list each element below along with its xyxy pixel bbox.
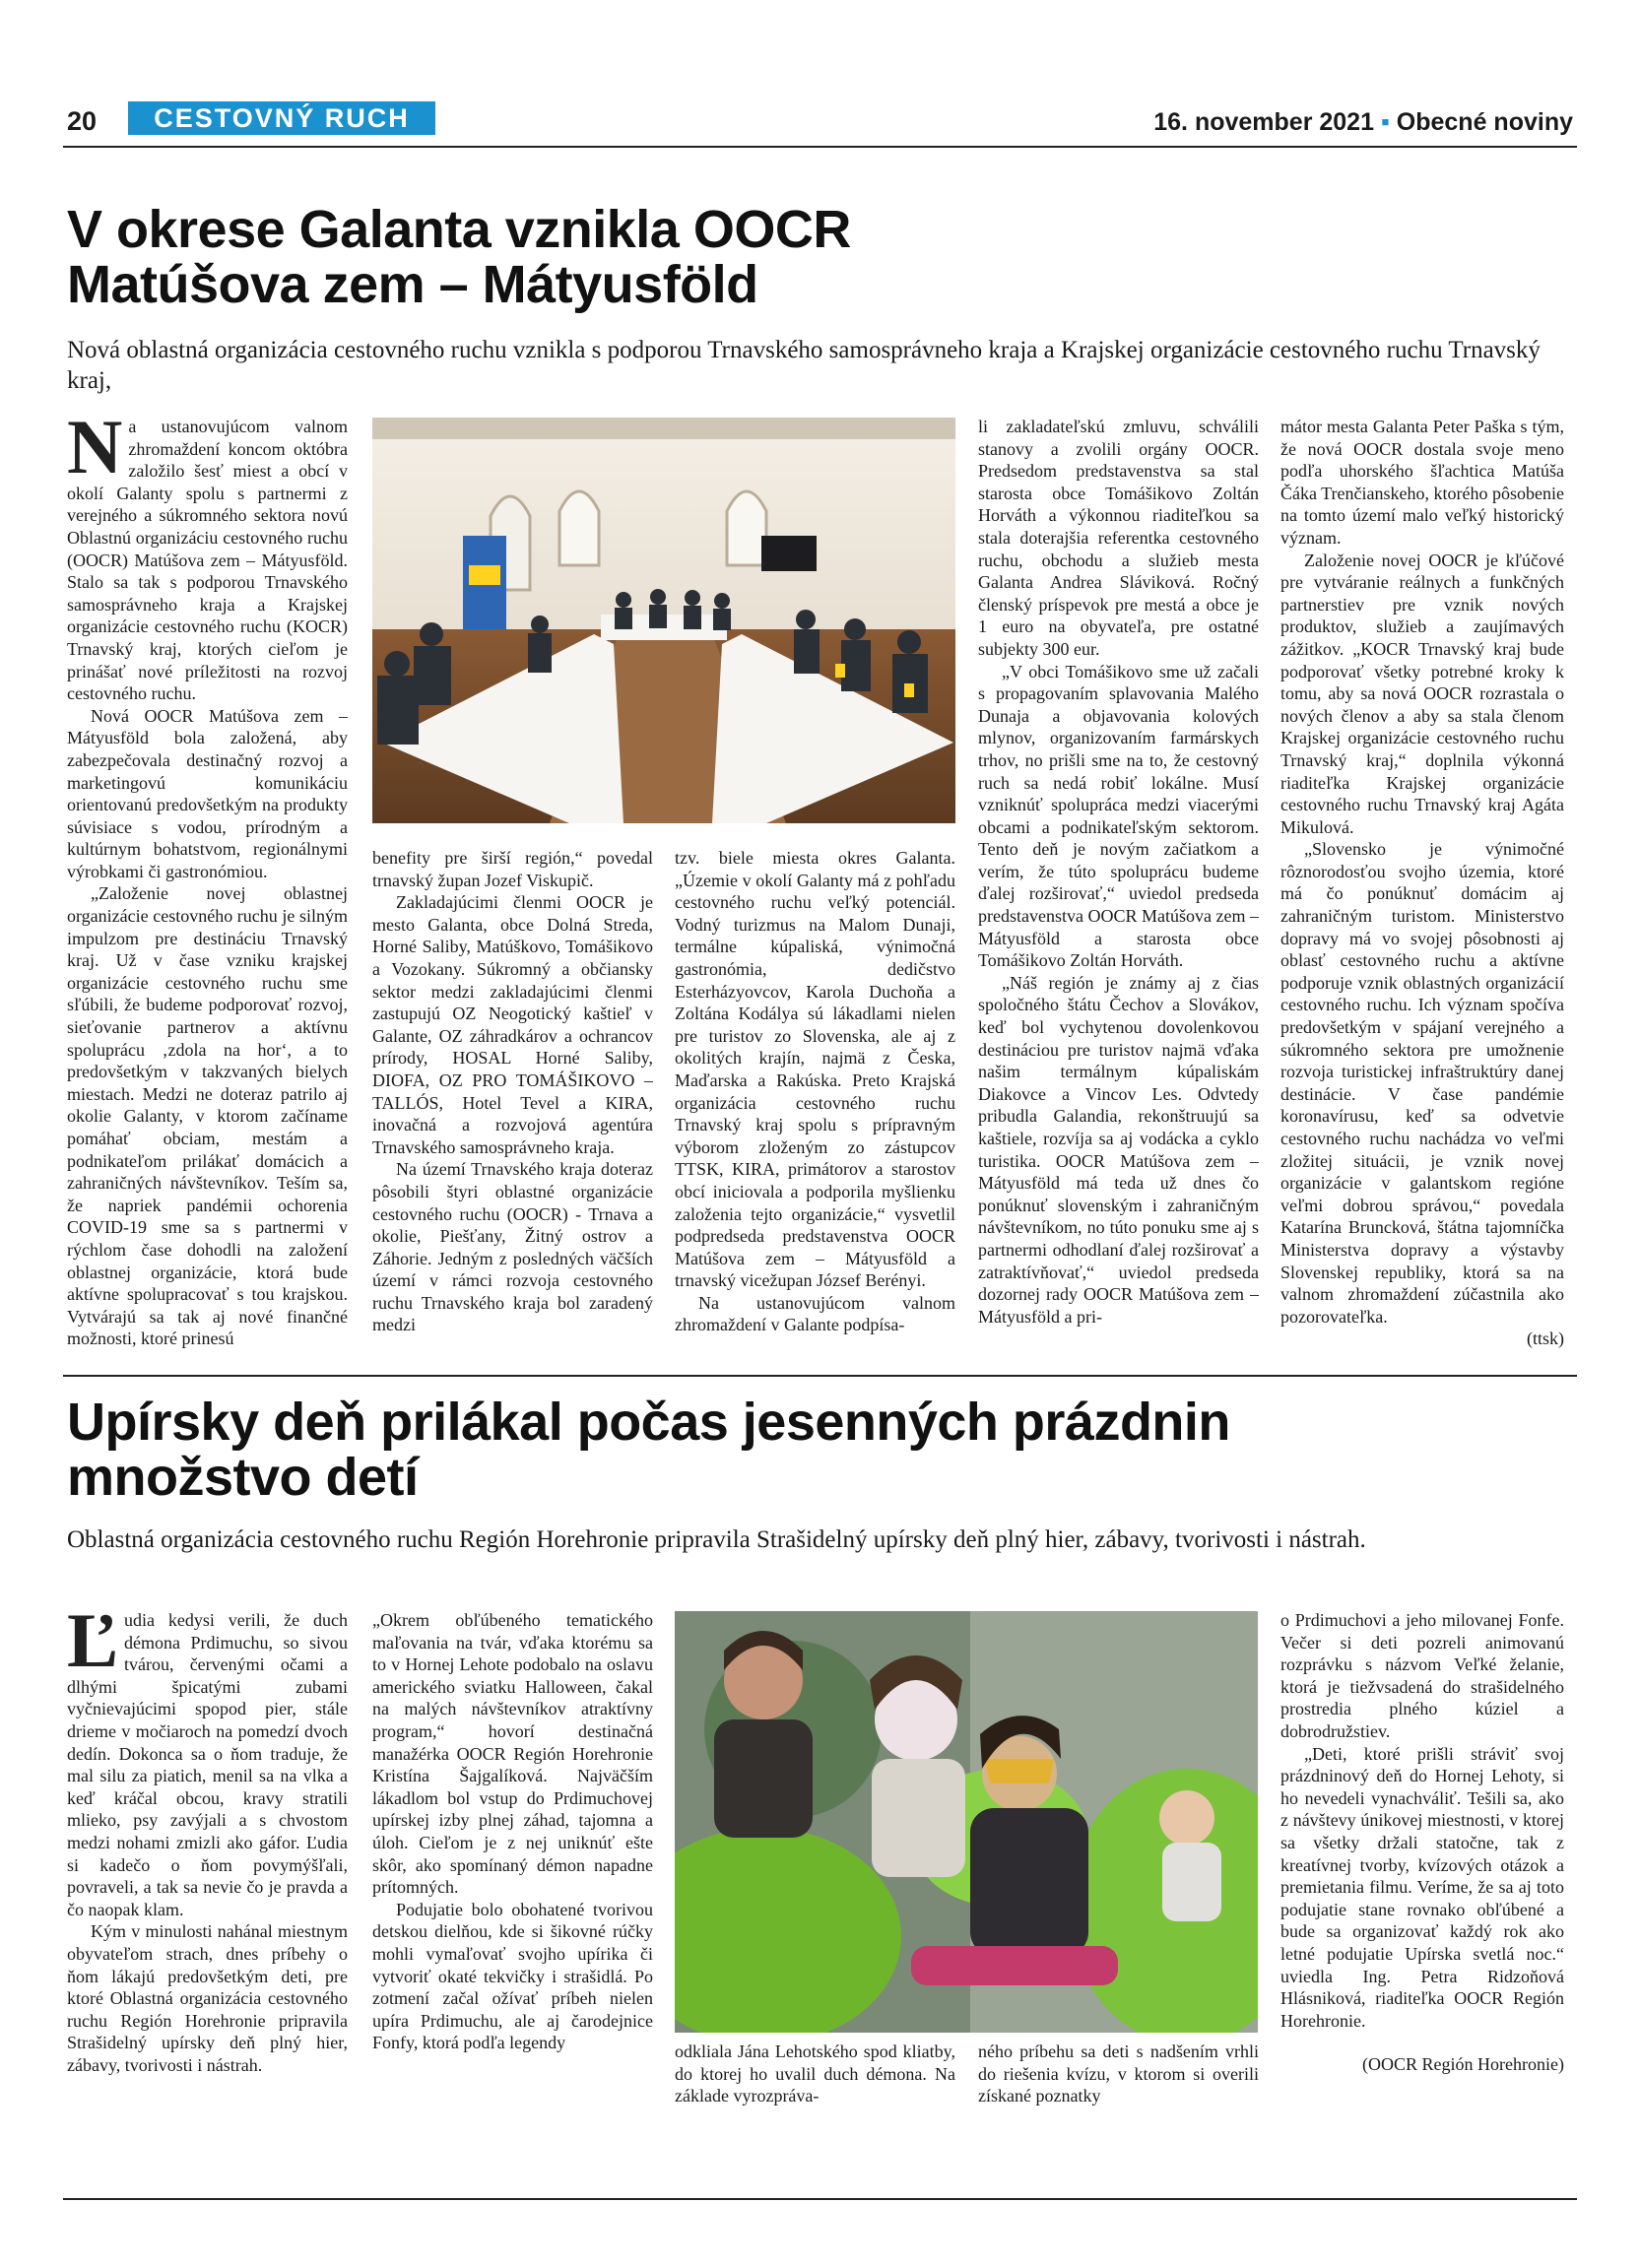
article2-column-1	[67, 1609, 348, 2180]
paragraph: ného príbehu sa deti s nadšením vrhli do riešenia kvízu, v ktorom si overili získané poznatky	[978, 2041, 1259, 2106]
paragraph: o Prdimuchovi a jeho milovanej Fonfe. Večer si deti pozreli animovanú rozprávku s názvom Veľké želanie, ktorá je tiežvsadená do strašidelného prostredia plného kúziel a dobrodružstiev.	[1280, 1610, 1564, 1741]
article2-column-4	[978, 2041, 1259, 2180]
section-label: CESTOVNÝ RUCH	[128, 101, 435, 135]
paragraph: benefity pre širší región,“ povedal trnavský župan Jozef Viskupič.	[372, 848, 653, 890]
article1-lead: Nová oblastná organizácia cestovného ruchu vznikla s podporou Trnavského samosprávneho kraja a Krajskej organizácie cestovného ruchu Trnavský kraj,	[67, 337, 1541, 394]
article2-headline-line1: Upírsky deň prilákal počas jesenných prázdnin	[67, 1393, 1230, 1452]
article2-headline-line2: množstvo detí	[67, 1448, 419, 1507]
footer-rule	[63, 2198, 1577, 2200]
paragraph: Na ustanovujúcom valnom zhromaždení v Galante podpísa-	[675, 1292, 955, 1335]
paragraph: Založenie novej OOCR je kľúčové pre vytváranie reálnych a funkčných partnerstiev pre vznik nových produktov, služieb a zaujímavých zážitkov. „KOCR Trnavský kraj bude podporovať všetky potrebné kroky k tomu, aby sa nová OOCR rozrastala o nových členov a aby sa stala členom Krajskej organizácie cestovného ruchu Trnavský kraj,“ doplnila výkonná riaditeľka Krajskej organizácie cestovného ruchu Trnavský kraj Agáta Mikulová.	[1280, 550, 1564, 837]
paragraph: mátor mesta Galanta Peter Paška s tým, že nová OOCR dostala svoje meno podľa uhorského šľachtica Matúša Čáka Trenčianskeho, ktorého pôsobenie na tomto území malo veľký historický význam.	[1280, 417, 1564, 548]
article2-column-2	[372, 1609, 653, 2180]
paragraph: „Založenie novej oblastnej organizácie cestovného ruchu je silným impulzom pre destináciu Trnavský kraj. Už v čase vzniku krajskej organizácie cestovného ruchu sme sľúbili, že budeme podporovať rozvoj, sieťovanie partnerov a aktívnu spoluprácu ‚zdola na hor‘, a to predovšetkým v takzvaných bielych miestach. Medzi ne doteraz patrilo aj okolie Galanty, v ktorom začíname pomáhať obciam, mestám a podnikateľom prilákať domácich a zahraničných návštevníkov. Teším sa, že napriek pandémii ochorenia COVID-19 sme sa s partnermi v rýchlom čase dohodli na založení oblastnej organizácie, ktorá bude aktívne spolupracovať s tou krajskou. Vytvárajú sa tak aj nové finančné možnosti, ktoré prinesú	[67, 883, 348, 1349]
article1-column-4	[978, 416, 1259, 1361]
paragraph: „Náš región je známy aj z čias spoločného štátu Čechov a Slovákov, keď bol vychytenou dovolenkovou destináciou pre turistov najmä vďaka našim termálnym kúpaliskám Diakovce a Vincov Les. Odvtedy pribudla Galandia, rekonštruujú sa kaštiele, rozvíja sa aj vodácka a cyklo turistika. OOCR Matúšova zem – Mátyusföld má teda už dnes čo ponúknuť slovenským i zahraničným návštevníkom, no túto ponuku sme aj s partnermi odhodlaní ďalej rozširovať a zatraktívňovať,“ uviedol predseda dozornej rady OOCR Matúšova zem – Mátyusföld a pri-	[978, 972, 1259, 1327]
article2-signature: (OOCR Región Horehronie)	[1362, 2054, 1564, 2075]
paragraph: li zakladateľskú zmluvu, schválili stanovy a zvolili orgány OOCR. Predsedom predstavenstva sa stal starosta obce Tomášikovo Zoltán Horváth a výkonnou riaditeľkou sa stala doterajšia referentka cestovného ruchu, obchodu a služieb mesta Galanta Andrea Sláviková. Ročný členský príspevok pre mestá a obce je 1 euro na obyvateľa, pre ostatné subjekty 300 eur.	[978, 417, 1259, 659]
paragraph: Podujatie bolo obohatené tvorivou detskou dielňou, kde si šikovné rúčky mohli vymaľovať svojho upírika či vytvoriť okaté tekvičky i strašidlá. Po zotmení začal ožívať príbeh nielen upíra Prdimuchu, ale aj čarodejnice Fonfy, ktorá podľa legendy	[372, 1899, 653, 2053]
paragraph: „Slovensko je výnimočné rôznorodosťou svojho územia, ktoré má čo ponúknuť domácim aj zahraničným turistom. Ministerstvo dopravy má vo svojej pôsobnosti aj oblasť cestovného ruchu a aktívne podporuje vznik oblastných organizácií cestovného ruchu. Ich význam spočíva predovšetkým v spájaní verejného a súkromného sektora pre umožnenie rozvoja turistickej infraštruktúry danej destinácie. V čase pandémie koronavírusu, keď sa odvetvie cestovného ruchu nachádza vo veľmi zložitej situácii, je vznik novej organizácie v galantskom regióne veľmi dobrou správou,“ povedala Katarína Bruncková, štátna tajomníčka Ministerstva dopravy a výstavby Slovenskej republiky, ktorá sa na valnom zhromaždení zúčastnila ako pozorovateľka.	[1280, 839, 1564, 1327]
article1-column-1	[67, 416, 348, 1361]
header-rule	[63, 146, 1577, 148]
paragraph: odkliala Jána Lehotského spod kliatby, do ktorej ho uvalil duch démona. Na základe vyrozpráva-	[675, 2041, 955, 2106]
article2-column-5	[1280, 1609, 1564, 2180]
kids-photo	[675, 1611, 1258, 2033]
article1-column-5	[1280, 416, 1564, 1361]
article1-headline-line2: Matúšova zem – Mátyusföld	[67, 255, 758, 314]
meeting-photo-image	[372, 418, 955, 823]
paragraph: „Deti, ktoré prišli stráviť svoj prázdninový deň do Hornej Lehoty, si ho nevedeli vynachváliť. Tešili sa, ako z návštevy únikovej miestnosti, v ktorej sa všetky držali statočne, tak z kreatívnej tvorby, kvízových otázok a premietania filmu. Veríme, že sa aj toto podujatie stane rovnako obľúbené a bude sa organizovať každý rok ako letné podujatie Upírska svetlá noc.“ uviedla Ing. Petra Ridzoňová Hlásniková, riaditeľka OOCR Región Horehronie.	[1280, 1743, 1564, 2031]
article1-column-2	[372, 847, 653, 1361]
separator-dot: ▪	[1380, 108, 1390, 136]
article1-headline	[67, 202, 1564, 312]
article2-headline	[67, 1394, 1564, 1505]
paragraph: Kým v minulosti nahánal miestnym obyvateľom strach, dnes príbehy o ňom lákajú predovšetkým deti, pre ktoré Oblastná organizácia cestovného ruchu Región Horehronie pripravila Strašidelný upírsky deň plný hier, zábavy, tvorivosti i nástrah.	[67, 1921, 348, 2075]
paragraph: „Okrem obľúbeného tematického maľovania na tvár, vďaka ktorému sa to v Hornej Lehote podobalo na oslavu amerického sviatku Halloween, čakal na malých návštevníkov atraktívny program,“ hovorí destinačná manažérka OOCR Región Horehronie Kristína Šajgalíková. Najväčším lákadlom bol vstup do Prdimuchovej upírskej izby plnej záhad, tajomna a úloh. Cieľom je z nej uniknúť ešte skôr, ako spomínaný démon napadne prítomných.	[372, 1610, 653, 1898]
publication-name: Obecné noviny	[1396, 108, 1573, 136]
issue-date: 16. november 2021	[1153, 108, 1374, 136]
paragraph: tzv. biele miesta okres Galanta. „Územie v okolí Galanty má z pohľadu cestovného ruchu veľký potenciál. Vodný turizmus na Malom Dunaji, termálne kúpaliská, výnimočná gastronómia, dedičstvo Esterházyovcov, Karola Duchoňa a Zoltána Kodálya sú lákadlami nielen pre turistov zo Slovenska, ale aj z okolitých krajín, najmä z Česka, Maďarska a Rakúska. Preto Krajská organizácia cestovného ruchu Trnavský kraj spolu s prípravným výborom zloženým zo zástupcov TTSK, KIRA, primátorov a starostov obcí iniciovala a podporila myšlienku založenia tejto organizácie,“ vysvetlil podpredseda predstavenstva OOCR Matúšova zem – Mátyusföld a trnavský vicežupan József Berényi.	[675, 848, 955, 1291]
paragraph: a ustanovujúcom valnom zhromaždení koncom októbra založilo šesť miest a obcí v okolí Galanty spolu s partnermi z verejného a súkromného sektora novú Oblastnú organizáciu cestovného ruchu (OOCR) Matúšova zem – Mátyusföld. Stalo sa tak s podporou Trnavského samosprávneho kraja a Krajskej organizácie cestovného ruchu (KOCR) Trnavský kraj, ktorých cieľom je prinášať nové príležitosti na rozvoj cestovného ruchu.	[67, 417, 348, 704]
article2-lead: Oblastná organizácia cestovného ruchu Región Horehronie pripravila Strašidelný upírsky deň plný hier, zábavy, tvorivosti i nástrah.	[67, 1526, 1366, 1553]
meeting-photo	[372, 418, 955, 823]
dateline	[1153, 108, 1573, 137]
dropcap: Ľ	[67, 1609, 119, 1683]
article1-signature: (ttsk)	[1527, 1328, 1564, 1349]
paragraph: Na území Trnavského kraja doteraz pôsobili štyri oblastné organizácie cestovného ruchu (OOCR) - Trnava a okolie, Piešťany, Žitný ostrov a Záhorie. Jedným z posledných väčších území v rámci rozvoja cestovného ruchu Trnavského kraja bol zaradený medzi	[372, 1159, 653, 1335]
kids-photo-image	[675, 1611, 1258, 2033]
article-divider	[63, 1375, 1577, 1377]
paragraph: Nová OOCR Matúšova zem – Mátyusföld bola založená, aby zabezpečovala destinačný rozvoj a marketingovú komunikáciu orientovanú predovšetkým na produkty súvisiace s vodou, prírodným a kultúrnym bohatstvom, regionálnymi výrobkami či gastronómiou.	[67, 705, 348, 881]
article1-column-3	[675, 847, 955, 1361]
paragraph: Zakladajúcimi členmi OOCR je mesto Galanta, obce Dolná Streda, Horné Saliby, Matúškovo, Tomášikovo a Vozokany. Súkromný a občiansky sektor medzi zakladajúcimi členmi zastupujú OZ Neogotický kaštieľ v Galante, OZ záhradkárov a ochrancov prírody, HOSAL Horné Saliby, DIOFA, OZ PRO TOMÁŠIKOVO – TALLÓS, Hotel Tevel a KIRA, inovačná a rozvojová agentúra Trnavského samosprávneho kraja.	[372, 892, 653, 1157]
paragraph: udia kedysi verili, že duch démona Prdimuchu, so sivou tvárou, červenými očami a dlhými špicatými zubami vyčnievajúcimi spopod pier, stále drieme v močiaroch na pomedzí dvoch dedín. Dokonca sa o ňom traduje, že mal silu za piatich, menil sa na vlka a keď kráčal obcou, kravy stratili mlieko, psy zavýjali a s chvostom medzi nohami zmizli ako gáfor. Ľudia si kadečo o ňom povymýšľali, povraveli, a tak sa nevie čo je pravda a čo naopak klam.	[67, 1610, 348, 1919]
paragraph: „V obci Tomášikovo sme už začali s propagovaním splavovania Malého Dunaja a objavovania kolových mlynov, organizovaním farmárskych trhov, no prišli sme na to, že cestovný ruch sa nedá robiť lokálne. Musí vzniknúť spolupráca medzi viacerými obcami a podnikateľským sektorom. Tento deň je novým začiatkom a verím, že túto spoluprácu budeme ďalej rozširovať,“ uviedol predseda predstavenstva OOCR Matúšova zem – Mátyusföld a starosta obce Tomášikovo Zoltán Horváth.	[978, 661, 1259, 971]
dropcap: N	[67, 416, 123, 489]
article1-headline-line1: V okrese Galanta vznikla OOCR	[67, 200, 851, 259]
article2-column-3	[675, 2041, 955, 2180]
page-number: 20	[67, 106, 98, 136]
